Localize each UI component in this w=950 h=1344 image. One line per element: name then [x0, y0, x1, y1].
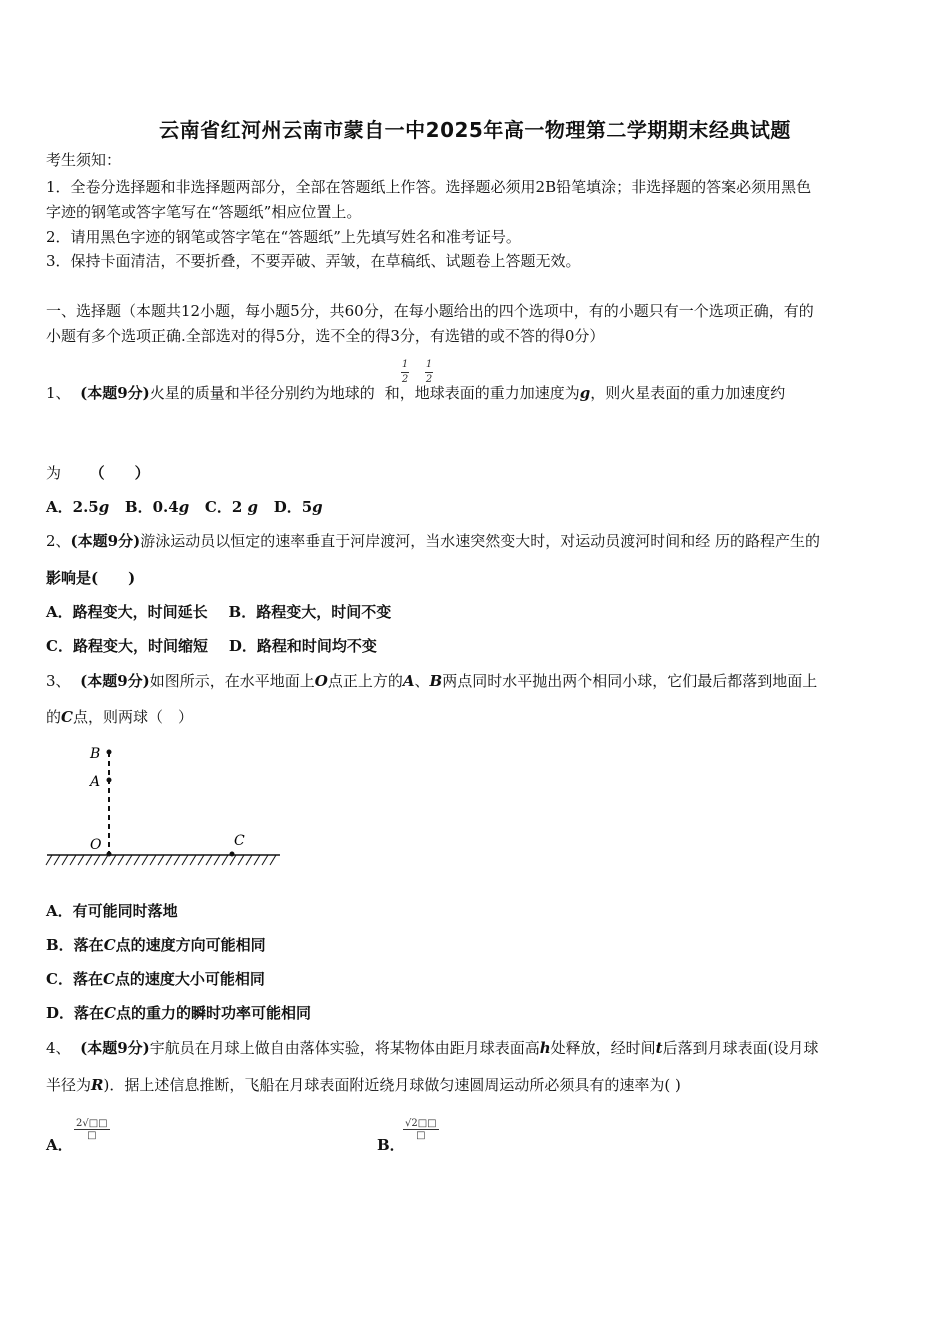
point-A	[107, 778, 112, 783]
fraction-mass: 1 2	[401, 359, 409, 385]
section-heading-line-2: 小题有多个选项正确.全部选对的得5分，选不全的得3分，有选错的或不答的得0分）	[46, 327, 605, 345]
question-4-option-a-label: A．	[46, 1136, 73, 1154]
question-4-line-2: 半径为R)．据上述信息推断，飞船在月球表面附近绕月球做匀速圆周运动所必须具有的速率为( )	[46, 1076, 681, 1094]
label-B: B	[90, 746, 101, 762]
question-2-options-row-2: C．路程变大，时间缩短 D．路程和时间均不变	[46, 637, 377, 655]
question-4-option-a-formula: 2√□□ □	[76, 1118, 108, 1141]
projectile-figure	[44, 740, 284, 876]
question-2-options-row-1: A．路程变大，时间延长 B．路程变大，时间不变	[46, 603, 392, 621]
fraction-radius: 1 2	[425, 359, 433, 385]
question-number: 1、	[46, 384, 71, 402]
question-4-option-b-formula: √2□□ □	[405, 1118, 437, 1141]
question-3-option-d: D．落在C点的重力的瞬时功率可能相同	[46, 1004, 311, 1022]
label-A: A	[90, 774, 101, 790]
label-C: C	[234, 833, 245, 849]
question-4-line-1: 4、 (本题9分)宇航员在月球上做自由落体实验，将某物体由距月球表面高h处释放，经时间t后落到月球表面(设月球	[46, 1039, 819, 1057]
question-2-line-2: 影响是( )	[46, 569, 136, 587]
question-1-line-1: 1、 (本题9分)火星的质量和半径分别约为地球的 和，地球表面的重力加速度为g，则火星表面的重力加速度约	[46, 384, 786, 402]
point-B	[107, 750, 112, 755]
question-3-line-1: 3、 (本题9分)如图所示，在水平地面上O点正上方的A、B两点同时水平抛出两个相同小球，它们最后都落到地面上	[46, 672, 818, 690]
question-3-option-b: B．落在C点的速度方向可能相同	[46, 936, 266, 954]
notice-header: 考生须知：	[46, 151, 122, 169]
section-heading-line-1: 一、选择题（本题共12小题，每小题5分，共60分，在每小题给出的四个选项中，有的小题只有一个选项正确，有的	[46, 302, 814, 320]
question-2-line-1: 2、(本题9分)游泳运动员以恒定的速率垂直于河岸渡河，当水速突然变大时，对运动员渡河时间和经 历的路程产生的	[46, 532, 820, 550]
question-1-line-2: 为 （ ）	[46, 464, 150, 482]
question-4-option-b-label: B．	[377, 1136, 405, 1154]
page-title: 云南省红河州云南市蒙自一中2025年高一物理第二学期期末经典试题	[159, 118, 791, 142]
question-3-option-c: C．落在C点的速度大小可能相同	[46, 970, 265, 988]
notice-item-1-line-2: 字迹的钢笔或答字笔写在“答题纸”相应位置上。	[46, 203, 362, 221]
question-3-option-a: A．有可能同时落地	[46, 902, 178, 920]
notice-item-3: 3．保持卡面清洁，不要折叠，不要弄破、弄皱，在草稿纸、试题卷上答题无效。	[46, 252, 581, 270]
question-3-line-2: 的C点，则两球（ ）	[46, 708, 193, 726]
label-O: O	[90, 837, 102, 853]
question-points: (本题9分)	[80, 384, 150, 402]
notice-item-2: 2．请用黑色字迹的钢笔或答字笔在“答题纸”上先填写姓名和准考证号。	[46, 228, 521, 246]
notice-item-1-line-1: 1．全卷分选择题和非选择题两部分，全部在答题纸上作答。选择题必须用2B铅笔填涂；非选择题的答案必须用黑色	[46, 178, 812, 196]
ground-hatching	[46, 855, 276, 865]
question-1-options: A．2.5g B．0.4g C．2 g D．5g	[46, 498, 323, 516]
